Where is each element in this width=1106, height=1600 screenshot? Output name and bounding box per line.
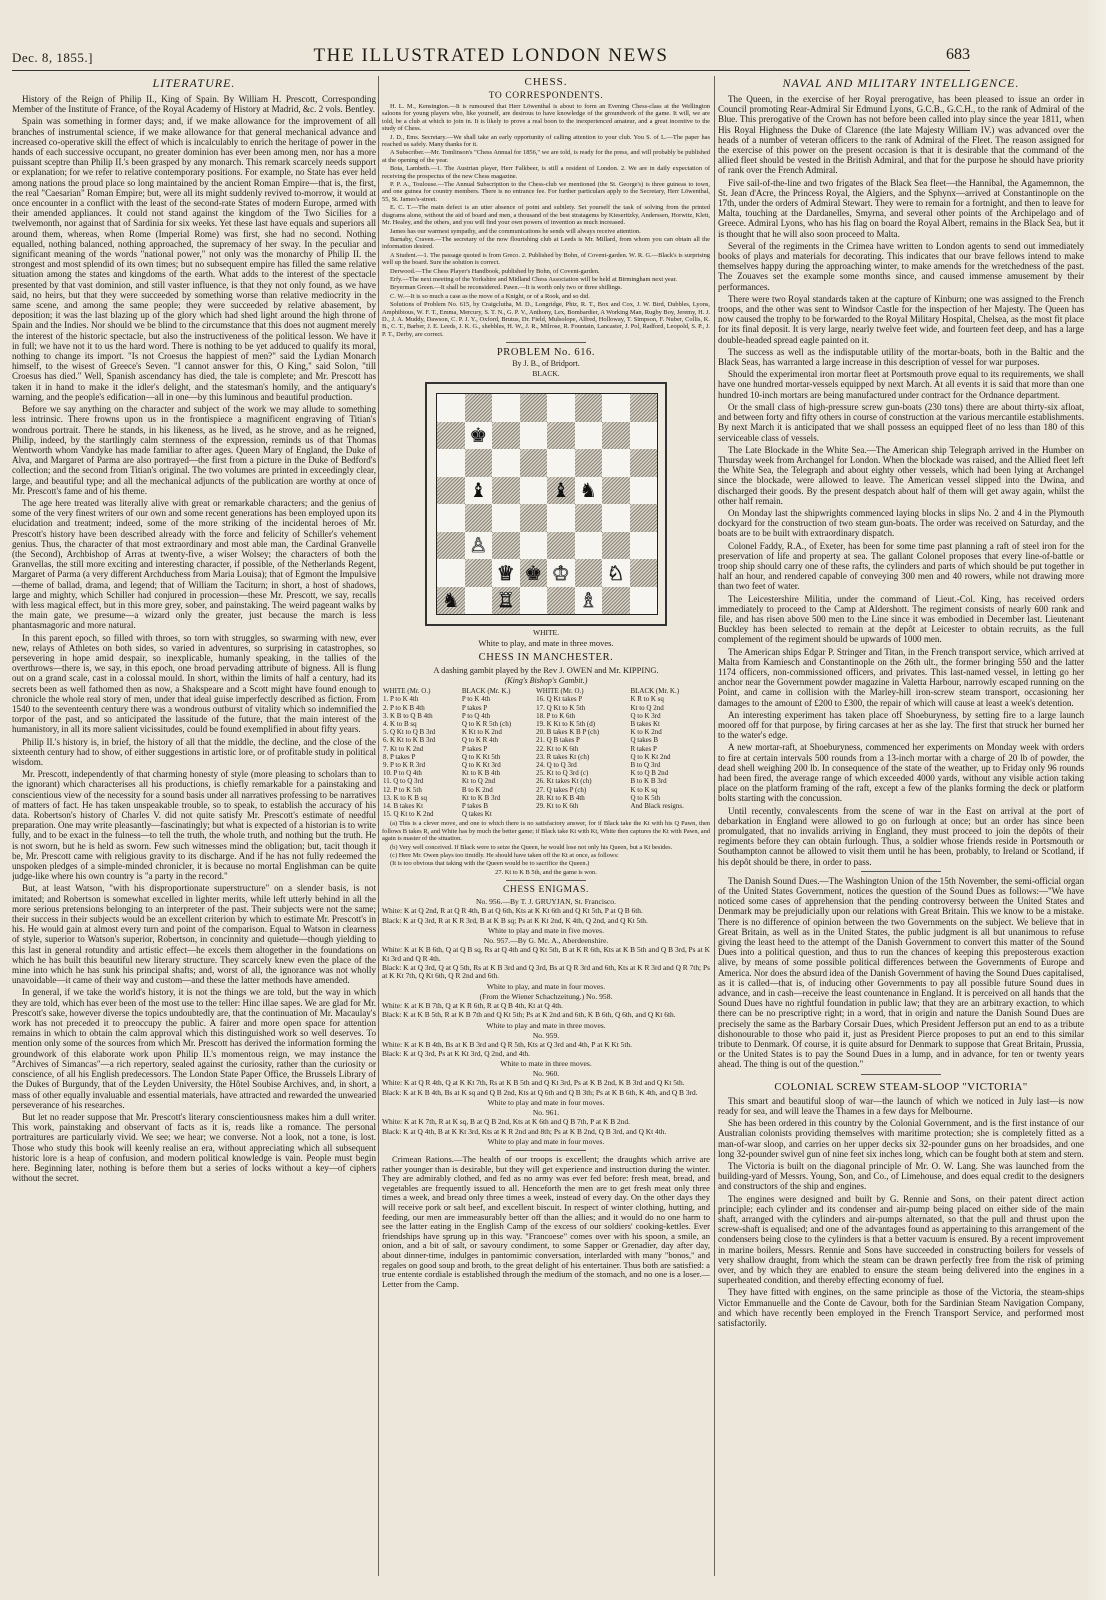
board-square (630, 422, 658, 450)
victoria-paragraph-list (718, 1096, 1084, 1328)
enigma-instruction: White to mate in three moves. (500, 1059, 592, 1069)
correspondents-list (382, 103, 710, 338)
game-score-table (382, 687, 710, 818)
enigma-white-position: White: K at K B 7th, Q at K R 6th, R at Q B 4th, Kt at Q 4th. (382, 1000, 563, 1010)
correspondent-note: Bota, Lambeth.—1. The Austrian player, Herr Falkbeer, is still a resident of London. 2. We are in daily expectation of receiving the prospectus of the new Chess magazine. (382, 165, 710, 180)
board-square (547, 532, 575, 560)
correspondent-note: J. D., Ems. Secretary.—We shall take an early opportunity of calling attention to your club. You S. of L.—The paper has reached us safely. Many thanks for it. (382, 133, 710, 149)
game-move: 11. Q to Q 3rd (383, 777, 424, 786)
page-number: 683 (946, 46, 970, 63)
board-square (465, 559, 493, 587)
game-move: 18. P to K 6th (536, 711, 575, 720)
naval-paragraph: Or the small class of high-pressure screw gun-boats (230 tons) there are about thirty-six afloat, and between forty and fifty others in course of construction at the various mercantile establishments. By next March it is anticipated that we shall possess an equipped fleet of no less than 180 of this serviceable class of vessels. (718, 401, 1084, 443)
board-square (465, 587, 493, 615)
chess-heading: CHESS. (524, 76, 568, 88)
game-move-row (382, 704, 710, 712)
black-knight-icon: ♞ (441, 588, 460, 613)
board-square (520, 559, 548, 587)
game-move: P to K 4th (461, 695, 491, 704)
game-move: Q to K R 4th (461, 736, 499, 745)
black-bishop-icon: ♝ (469, 478, 488, 503)
correspondent-note: A Subscriber.—Mr. Tomlinson's "Chess Annual for 1856," we are told, is ready for the press, and will probably be published at the opening of the year. (382, 149, 710, 164)
black-king-icon: ♚ (469, 423, 488, 448)
section-divider (861, 1074, 941, 1075)
section-divider (506, 1150, 586, 1151)
board-square (520, 587, 548, 615)
board-square (575, 587, 603, 615)
literature-paragraph: But let no reader suppose that Mr. Prescott's literary conscientiousness makes him a dull writer. This work, painstaking and observant of facts as it is, reads like a romance. The personal portraitures are particularly vivid. We see; we hear; we converse. Not a look, not a tone, is lost. Those who study this book will keenly realise an era, without appreciating which all subsequent historic lore is a heap of confusion, and modern political knowledge is vain. People must begin here. Beginning later, nothing is before them but a series of locks without a key—of ciphers without the secret. (12, 1111, 376, 1184)
victoria-paragraph: The Victoria is built on the diagonal principle of Mr. O. W. Lang. She was launched from the building-yard of Messrs. Young, Son, and Co., of Limehouse, and does equal credit to the designers and constructors of the ship and engines. (718, 1160, 1084, 1192)
problem-title: PROBLEM No. 616. (496, 347, 596, 359)
game-move: K to K sq (630, 785, 658, 794)
board-square (547, 504, 575, 532)
black-king-icon: ♚ (524, 560, 543, 585)
game-move: 28. Kt to K B 4th (536, 793, 585, 802)
manchester-intro: A dashing gambit played by the Rev J. OWEN and Mr. KIPPING. (433, 665, 659, 676)
board-square (575, 449, 603, 477)
correspondent-note: C. W.—It is so much a case as the move of a Knight, or of a Rook, and so did. (390, 292, 590, 300)
problem-author: By J. B., of Bridport. (512, 359, 580, 369)
literature-paragraph: The age here treated was literally alive with great or remarkable characters; and the genius of some of the very finest writers of our own and some recent generations has been employed upon its elucidation and treatment; indeed, some of the more striking of the incidental heroes of Mr. Prescott's history have been described already with the force and felicity of Schiller's vehement genius. Thus, the character of that most extraordinary and most able man, the Cardinal Granvelle (the Second), Archbishop of Arras at twenty-five, a wiser Wolsey; the characters of both the Granvellas, the still more exciting and interesting character, if possible, of the Netherlands Regent, Margaret of Parma (a very different Archduchess from Maria Louisa); that of Egmont the Impulsive—theme of ballad, drama, and legend; that of William the Taciturn; in short, a host of shadows, large and mighty, which Schiller had conjured in procession—these Mr. Prescott, we say, recalls with less magical effect, but in this more grey, sober, and painstaking. The weird pageant walks by the main gate, we presume—a wizard only the greater, just because the march is less phantasmagoric and more natural. (12, 497, 376, 631)
black-knight-icon: ♞ (579, 478, 598, 503)
page-margin (1088, 0, 1106, 1600)
game-move: K to K 2nd (630, 728, 662, 737)
literature-paragraph: Philip II.'s history is, in brief, the history of all that the middle, the decline, and the close of the sixteenth century had to show, of either suggestions in artistic lore, or of profitable study in political wisdom. (12, 736, 376, 767)
correspondent-note: Solutions of Problem No. 615, by Craigclutha, M. D., Longridge, Phiz, R. T., Box and Cox, J. W. Bird, Dubbles, Lyons, Amphibious, W. F. T., Emma, Mercury, S. T. N., G. P. V., Anthony, Lex, Bombardier, A Working Man, Rugby Boy, Jeremy, H. J. D., J. A. Muddy, Dawson, C. P. J. Y., Oxford, Brutus, Dr. Field, Mulsolope, Alfred, Holloway, T. Simpson, F. Nuber, Collis, K. B., C. T., Barber, J. E. Leeds, J. K. G., shebbles, H. W., J. R., Milrose, R. Fountain, Lancaster, J. Pol, Radford, Leopold, S. P., J. P. T., Derby, are correct. (382, 301, 710, 338)
game-move: Q to K 3rd (630, 711, 661, 720)
game-move: R takes P (630, 744, 657, 753)
white-pawn-icon: ♙ (469, 533, 488, 558)
board-square (492, 504, 520, 532)
board-square (492, 477, 520, 505)
enigma-instruction: White to play and mate in five moves. (488, 926, 604, 936)
game-move-row (382, 753, 710, 761)
game-move: K Kt to K 2nd (461, 728, 502, 737)
game-note: (c) Here Mr. Owen plays too timidly. He should have taken off the Kt at once, as follows: (390, 852, 619, 860)
board-square (465, 477, 493, 505)
board-square (630, 532, 658, 560)
board-square (630, 477, 658, 505)
game-move: 25. Kt to Q 3rd (c) (536, 769, 589, 778)
game-note: (b) Very well conceived. If Black were to seize the Queen, he would lose not only his Queen, but a Kt besides. (390, 843, 673, 851)
board-square (547, 449, 575, 477)
enigma-black-position: Black: K at Q 3rd, Ps at K Kt 3rd, Q 2nd, and 4th. (382, 1048, 531, 1058)
game-move (535, 810, 629, 818)
chess-diagram (425, 382, 667, 626)
game-move: B to Q 3rd (630, 761, 661, 770)
enigma-white-position: White: K at Q 2nd, R at Q R 4th, B at Q 6th, Kts at K Kt 6th and Q Kt 5th, P at Q B 6th. (382, 906, 643, 916)
game-move: B to K 2nd (461, 785, 493, 794)
board-square (630, 394, 658, 422)
enigma-number: No. 956.—By T. J. GRUYJAN, St. Francisco. (476, 897, 616, 907)
game-move: 26. Kt takes Kt (ch) (536, 777, 592, 786)
enigma-white-position: White: K at Q R 4th, Q at K Kt 7th, Rs at K B 5th and Q Kt 3rd, Ps at K B 2nd, K B 3rd and Q Kt 5th. (382, 1078, 685, 1088)
enigma-white-position: White: K at K 7th, R at K sq, B at Q B 2nd, Kts at K 6th and Q B 7th, P at K B 2nd. (382, 1117, 630, 1127)
white-label: WHITE. (532, 628, 560, 638)
black-label: BLACK. (532, 369, 560, 379)
board-square (602, 394, 630, 422)
board-square (492, 559, 520, 587)
board-square (437, 477, 465, 505)
game-move: 17. Q Kt to K 5th (536, 703, 586, 712)
board-square (465, 394, 493, 422)
board-square (602, 477, 630, 505)
column-header: WHITE (Mr. O.) (536, 687, 584, 696)
board-square (437, 587, 465, 615)
game-move: Q takes Kt (461, 810, 492, 819)
enigma-number: No. 957.—By G. Mc. A., Aberdeenshire. (483, 936, 609, 946)
game-move: And Black resigns. (630, 802, 684, 811)
correspondent-note: P. P. A., Toulouse.—The Annual Subscription to the Chess-club we mentioned (the St. George's) is three guineas to town, and one guinea for country members. There is no entrance fee. For further particulars apply to the Secretary, Herr Löwenthal, 55, St. James's-street. (382, 181, 710, 203)
game-move-row (382, 769, 710, 777)
naval-paragraph: The Leicestershire Militia, under the command of Lieut.-Col. King, has received orders immediately to proceed to the Camp at Aldershott. The regiment consists of nearly 600 rank and file, and has risen above 500 men to the Line since it was embodied in December last. Lieutenant Buckley has been selected to remain at the depôt at Leicester to obtain recruits, as the full complement of the regiment should be upwards of 1000 men. (718, 593, 1084, 645)
game-move: Q to K Kt 3rd (461, 761, 501, 770)
board-square (437, 532, 465, 560)
board-square (465, 422, 493, 450)
game-move: Kt to K B 3rd (461, 793, 501, 802)
game-move: 6. K Kt to K B 3rd (383, 736, 436, 745)
enigma-number: No. 960. (532, 1069, 560, 1079)
game-move-row (382, 728, 710, 736)
board-square (492, 587, 520, 615)
problem-instruction: White to play, and mate in three moves. (478, 638, 614, 649)
board-square (437, 449, 465, 477)
enigma-black-position: Black: K at K B 5th, R at K B 7th and Q Kt 5th; Ps at K 2nd and 6th, K B 6th, Q 6th, and Q Kt 6th. (382, 1010, 676, 1020)
game-move: Q to K R 5th (ch) (461, 720, 512, 728)
danish-sound-dues-paragraph: The Danish Sound Dues.—The Washington Union of the 15th November, the semi-official organ of the United States Government, notices the question of the Sound Dues as follows:—"We have noticed some cases of apprehension that the pending controversy between the United States and Denmark may be prejudicially upon our relations with Great Britain. This we know to be a mistake. There is no difference of opinion between the two Governments on the subject. We believe that in Great Britain, as well as in the United States, the public judgment is all but unanimous to refuse giving the least heed to the attempt of the Danish Government to convert this matter of the Sound Dues into a political question, and thus to run the chances of keeping this preposterous exaction alive, by means of some possible political differences between the Governments of Europe and America. Nor does the absurd idea of the Danish Government of having the Sound Dues capitalised, as it is called—that is, of inducing other Governments to pay all possible future Sound dues in advance, and in cash—receive the least countenance in England. It is perceived on all hands that the Sound Dues have no rightful foundation in public law; that they are an arbitrary exaction, to which there can be no prescriptive right; in a word, that in origin and nature the Danish Sound Dues are precisely the same as the Barbary Corsair Dues, which President Jefferson put an end to as a tribute dishonourable to those who paid it, just as President Pierce proposes to put an end to this similar tribute to Denmark. Of course, it is quite absurd for Denmark to suppose that Great Britain, Prussia, or the United States is to pay the Sound Dues in a lump, and in advance, for ten or twenty years ahead. The thing is out of the question." (718, 875, 1084, 1070)
board-square (437, 559, 465, 587)
white-bishop-icon: ♗ (579, 588, 598, 613)
game-move: Q to K Kt 5th (461, 752, 501, 761)
board-square (437, 422, 465, 450)
game-move: 4. K to B sq (383, 720, 417, 728)
game-move: 23. R takes Kt (ch) (536, 752, 590, 761)
white-king-icon: ♔ (551, 560, 570, 585)
game-move-row (382, 720, 710, 728)
enigma-instruction: White to play and mate in four moves. (487, 1136, 605, 1146)
column-divider (378, 76, 379, 1576)
enigma-number: No. 959. (532, 1030, 560, 1040)
game-move: 15. Q Kt to K 2nd (383, 810, 434, 819)
correspondents-heading: TO CORRESPONDENTS. (488, 91, 604, 101)
game-move: P takes P (461, 703, 488, 712)
game-move: 29. Kt to K 6th (536, 802, 579, 811)
masthead (12, 44, 970, 71)
board-square (520, 504, 548, 532)
naval-paragraph: A new mortar-raft, at Shoeburyness, commenced her experiments on Monday week with orders to fire at certain intervals 500 rounds from a 13-inch mortar with a charge of 20 lb of powder, the dead shell weighing 200 lb. In consequence of the state of the weather, up to Friday only 96 rounds had been fired, the average range of which exceeded 4000 yards, without any visible action taking place on the platform framing of the raft, except a few of the planks forming the deck or platform bolts starting with the concussion. (718, 742, 1084, 804)
game-move: 2. P to K B 4th (383, 703, 425, 712)
game-move: Kt to K B 4th (461, 769, 500, 778)
enigma-list (382, 897, 710, 1146)
board-square (630, 449, 658, 477)
newspaper-title: THE ILLUSTRATED LONDON NEWS (313, 45, 669, 66)
enigma-number: No. 961. (532, 1108, 560, 1118)
naval-paragraph: Should the experimental iron mortar fleet at Portsmouth prove equal to its requirements, we shall have one hundred mortar-vessels equipped by next March. At all events it is said that more than one hundred 10-inch mortars are being manufactured under contract for the Ordnance department. (718, 369, 1084, 400)
game-move-row (382, 810, 710, 818)
naval-paragraph: The Late Blockade in the White Sea.—The American ship Telegraph arrived in the Humber on Thursday week from Archangel for London. When the blockade was raised, and the Allied fleet left the White Sea, the Telegraph and about eighty other vessels, which had been lying at Archangel since the blockade, were allowed to leave. The American vessel slipped into the Dwina, and discharged their goods. By the present despatch about half of them will get away again, whilst the other half remain. (718, 444, 1084, 506)
board-square (602, 449, 630, 477)
enigma-black-position: Black: K at Q 3rd, Q at Q 5th, Rs at K B 3rd and Q 3rd, Bs at Q R 3rd and 6th, Kts at K R 3rd and Q R 7th; Ps at K Kt 7th, Q Kt 6th, Q R 2nd and 6th. (382, 962, 710, 981)
board-square (492, 394, 520, 422)
section-divider (506, 342, 586, 343)
victoria-paragraph: They have fitted with engines, on the same principle as those of the Victoria, the steam-ships Victor Emmanuelle and the Conte de Cavour, both for the Sardinian Steam Navigation Company, and which have recently been employed in the French Transport Service, and performed most satisfactorily. (718, 1287, 1084, 1328)
column-divider (714, 76, 715, 1576)
naval-paragraph: Colonel Faddy, R.A., of Exeter, has been for some time past planning a raft of steel iron for the preservation of life and property at sea. The gallant Colonel proposes that every line-of-battle or troop ship should carry one of these rafts, the cylinders and parts of which should be put together in half an hour, and rendered capable of conveying 300 men and 40 rowers, while not drawing more than two feet of water. (718, 540, 1084, 592)
victoria-title: COLONIAL SCREW STEAM-SLOOP "VICTORIA" (774, 1080, 1028, 1093)
literature-paragraph: Before we say anything on the character and subject of the work we may allude to something less intrinsic. There frowns upon us in the frontispiece a magnificent engraving of Titian's wondrous portrait. There he stands, in his likeness, as he lived, as he strove, and as he reigned, Philip, indeed, by the startlingly calm sternness of the expression, reminds us of that Thomas Wentworth whom Vandyke has made familiar to after ages. Queen Mary of England, the Duke of Alva, and Margaret of Parma are also portrayed—the first from a picture in the Duke of Bedford's collection; and the second from Titian's original. The two volumes are printed in exceedingly clear, large, and beautiful type; and all the mechanical adjuncts of the publication are worthy at once of Mr. Prescott's fame and of his theme. (12, 404, 376, 496)
game-move: 5. Q Kt to Q B 3rd (383, 728, 436, 737)
victoria-paragraph: The engines were designed and built by G. Rennie and Sons, on their patent direct action principle; each cylinder and its condenser and air-pump being placed on either side of the main shaft, arranged with the cylinders and air-pumps alternated, so that the pull and thrust upon the screw-shaft is equalised; and one of the advantages found as appertaining to this arrangement of the condensers being close to the cylinders is that a better vacuum is ensured. By a recent improvement in marine boilers, Messrs. Rennie and Sons have succeeded in constructing boilers for vessels of very shallow draught, from which the steam can be drawn perfectly free from the risk of priming over, and by which they are enabled to ensure the steam being delivered into the engines in a superheated condition, and thereby effecting economy of fuel. (718, 1193, 1084, 1286)
white-queen-icon: ♕ (496, 560, 515, 585)
board-square (575, 394, 603, 422)
board-square (602, 532, 630, 560)
board-square (575, 559, 603, 587)
literature-heading: LITERATURE. (152, 76, 236, 90)
naval-paragraph: The American ships Edgar P. Stringer and Titan, in the French transport service, which arrived at Malta from Kamiesch and Constantinople on the 26th ult., the former bringing 550 and the latter 1174 officers, non-commissioned officers, and privates. This last-named vessel, in letting go her anchor near the Government powder magazine in Valetta Harbour, narrowly escaped running on the Point, and came in collision with the Marley-hill iron-screw steam transport, occasioning her damages to the amount of £200 to £300, the repair of which will cause at least a week's detention. (718, 646, 1084, 708)
naval-paragraph: The Queen, in the exercise of her Royal prerogative, has been pleased to issue an order in Council promoting Rear-Admiral Sir Edmund Lyons, G.C.B., G.C.H., to the rank of Admiral of the Blue. This prerogative of the Crown has not before been called into play since the year 1811, when His Royal Highness the Duke of Clarence (the late Majesty William IV.) was advanced over the heads of a number of veteran officers to the rank of Admiral of the Fleet. The reason assigned for the exercise of this power on the present occasion is that it is desirable that the command of the allied fleet should be vested in the British Admiral, and that for the purpose he should have priority of rank over the French Admiral. (718, 94, 1084, 176)
chess-diagram-frame (425, 382, 667, 626)
board-square (465, 449, 493, 477)
correspondent-note: James has our warmest sympathy, and the communications he sends will always receive attention. (390, 227, 641, 235)
enigma-white-position: White: K at K B 4th, Bs at K B 3rd and Q R 5th, Kts at Q 3rd and 4th, P at K Kt 5th. (382, 1039, 632, 1049)
board-square (630, 504, 658, 532)
naval-column (718, 76, 1084, 1590)
board-square (520, 477, 548, 505)
board-square (630, 559, 658, 587)
game-move: Q to K 5th (630, 793, 661, 802)
enigma-number: (From the Wiener Schachzeitung.) No. 958. (479, 991, 613, 1001)
game-move: K R to K sq (630, 695, 664, 704)
board-square (492, 449, 520, 477)
column-header: BLACK (Mr. K.) (630, 687, 680, 696)
board-square (602, 504, 630, 532)
board-square (575, 532, 603, 560)
enigma-white-position: White: K at K B 6th, Q at Q B sq, Rs at Q 4th and Q Kt 5th, B at K R 6th, Kts at K B 5th and Q B 3rd, Ps at K Kt 3rd and Q R 4th. (382, 945, 710, 963)
board-square (630, 587, 658, 615)
naval-paragraph: Several of the regiments in the Crimea have written to London agents to send out immediately books of plays and materials for decorating. This indicates that our brave fellows intend to make themselves happy during the approaching winter, to make amends for the wretchedness of the past. The Zouaves set the example some months since, and caused immense amusement by their performances. (718, 240, 1084, 292)
game-note: (It is too obvious that taking with the Queen would be to sacrifice the Queen.) (390, 860, 590, 868)
game-move: 24. Q to Q 3rd (536, 761, 577, 770)
game-move: K to Q B 2nd (630, 769, 669, 778)
white-rook-icon: ♖ (496, 588, 515, 613)
game-move-row (382, 712, 710, 720)
game-move: 20. B takes K B P (ch) (536, 728, 600, 737)
enigma-black-position: Black: K at Q 4th, B at K Kt 3rd, Kts at K R 2nd and 8th; Ps at K B 2nd, Q B 3rd, and Q Kt 4th. (382, 1126, 667, 1136)
victoria-paragraph: This smart and beautiful sloop of war—the launch of which we noticed in July last—is now ready for sea, and will leave the Thames in a few days for Melbourne. (718, 1095, 1084, 1116)
game-rows (382, 695, 710, 818)
game-move: 14. B takes Kt (383, 802, 424, 811)
board-square (575, 477, 603, 505)
game-move-row (382, 745, 710, 753)
literature-column (12, 76, 376, 1590)
game-move: 3. K B to Q B 4th (383, 711, 433, 720)
game-move: 12. P to K 5th (383, 785, 422, 794)
game-move: Q to K Kt 2nd (630, 752, 671, 761)
section-divider (506, 880, 586, 881)
game-move: 7. Kt to K 2nd (383, 744, 424, 753)
naval-paragraph-list (718, 94, 1084, 867)
game-move: 8. P takes P (383, 752, 416, 761)
board-square (547, 587, 575, 615)
game-move-row (382, 786, 710, 794)
game-move-row (382, 695, 710, 703)
game-move: 9. P to K R 3rd (383, 761, 426, 770)
game-header-row (382, 687, 710, 695)
chess-board (436, 393, 658, 615)
game-move-row (382, 777, 710, 785)
board-square (492, 532, 520, 560)
board-square (520, 422, 548, 450)
enigma-instruction: White to play and mate in three moves. (486, 1020, 606, 1030)
literature-paragraph: In this parent epoch, so filled with throes, so torn with struggles, so swarming with new, ever new, relays of Athletes on both sides, so varied in adventures, so surprising in catastrophes, so persevering in hope amid despair, so inexplicable, humanly speaking, in the tallies of the overthrows—there is, we say, in this epoch, one broad pervading attribute of bigness. All is flung out on a grand scale, cast in a colossal mould. In short, within the limits of half a century, had its secrets been as well fathomed then as now, a Shakspeare and a Scott might have found enough to chronicle the whole real story of men, under that ideal guise imperfectly described as fiction. From 1540 to the seventeenth century there was a wondrous outburst of vitality which so indemnified the torpor of the past, and so anticipated the lassitude of the future, that the main interest of the humanistory, in all its more salient vicissitudes, could be found exemplified in about fifty years. (12, 632, 376, 735)
game-move: P to Q 4th (461, 711, 491, 720)
game-move: 1. P to K 4th (383, 695, 419, 704)
enigma-black-position: Black: K at K B 4th, Bs at K sq and Q B 2nd, Kts at Q 6th and Q B 3th; Ps at K B 6th, K 4th, and Q B 3rd. (382, 1087, 698, 1097)
enigma-instruction: White to play and mate in four moves. (487, 1098, 605, 1108)
game-move: 21. Q B takes P (536, 736, 580, 745)
section-divider (861, 871, 941, 872)
board-square (437, 504, 465, 532)
board-square (465, 532, 493, 560)
game-move: Kt to Q 2nd (630, 703, 664, 712)
correspondent-note: Bryerman Green.—It shall be reconsidered. Pawn.—It is worth only two or three shillings. (390, 284, 623, 292)
correspondent-note: Erfy.—The next meeting of the Yorkshire and Midland Chess Association will be held at Birmingham next year. (390, 275, 677, 283)
game-move-row (382, 794, 710, 802)
board-square (602, 559, 630, 587)
enigma-black-position: Black: K at Q 3rd, R at K R 3rd, B at K B sq; Ps at K Kt 2nd, K 4th, Q 2nd, and Q Kt 5th. (382, 915, 648, 925)
issue-date: Dec. 8, 1855.] (12, 50, 94, 65)
game-move: Q takes B (630, 736, 659, 745)
victoria-paragraph: She has been ordered in this country by the Colonial Government, and is the first instance of our Australian colonists providing themselves with maritime protection; she is completely fitted as a man-of-war sloop, and carries on her upper decks six 32-pounder guns on her broadsides, and one long 32-pounder swivel gun of nine feet six inches long, which can be fought both at stem and stern. (718, 1118, 1084, 1159)
naval-paragraph: The success as well as the indisputable utility of the mortar-boats, both in the Baltic and the Black Seas, has warranted a large increase in this description of vessel for war purposes. (718, 346, 1084, 368)
chess-column (382, 76, 710, 1516)
board-square (547, 559, 575, 587)
game-note: 27. Kt to K B 5th, and the game is won. (495, 868, 597, 876)
game-move-row (382, 802, 710, 810)
game-notes (382, 820, 710, 876)
game-move: 19. K Kt to K 5th (d) (536, 720, 596, 728)
board-square (547, 422, 575, 450)
game-move: 22. Kt to K 6th (536, 744, 579, 753)
naval-paragraph: On Monday last the shipwrights commenced laying blocks in slips No. 2 and 4 in the Plymouth dockyard for the construction of two steam gun-boats. The order was received on Saturday, and the boats are to be built with extraordinary dispatch. (718, 507, 1084, 539)
naval-heading: NAVAL AND MILITARY INTELLIGENCE. (782, 76, 1020, 90)
game-move: 13. K to K B sq (383, 793, 427, 802)
game-move-row (382, 736, 710, 744)
literature-paragraph: Spain was something in former days; and, if we make allowance for the improvement of all branches of instrumental science, if we make allowance for that general mechanical advance and increased co-operative skill the effect of which is incalculably to enrich the heritage of power in the hands of each successive occupant, no greater dominion has ever been among men, nor has a more puissant sceptre than Philip II.'s been grasped by any monarch. This remark scarcely needs support or explanation; for we refer to relative contemporary positions. For example, no State has ever held among nations the proud place so long maintained by the ancient Roman Empire—that is, the first, the real "Caesarian" Roman Empire; but, were all its might suddenly revived to-morrow, it would at once encounter in a conflict with the least of the second-rate States of modern Europe, armed with their amended appliances. It could not stand against the kingdom of the Two Sicilies for a twelvemonth, nor against that of Sardinia for six weeks. Yet these last have equals and superiors all around them, whereas, when Rome (Imperial Rome) was first, she had no second. Nothing equalled, nothing balanced, nothing approached, the supremacy of her sway. In the peculiar and significant meaning of the words "national power," not only was the monarchy of Philip II. the strongest and most splendid of its own times; but no subsequent empire has filled the same relative situation among the states and kingdoms of the earth. What adds to the interest of the spectacle presented by that vast dominion, and still vaster influence, is that they not only found, as we have said, no heirs, but that they were succeeded by something worse than relative mediocrity in the same scene, and among the same people; they were succeeded by relative abasement, by deposition; it was the last blazing up of the glory which had shed light around the high throne of Spain and the Indies. Nor should we be blind to the circumstance that this does not augment merely the interest of the historic spectacle, but also the instructiveness of the political lesson. We have it in full; we have not it to us the hard word. There is nothing to be yet adduced to qualify its moral, nothing to change its import. "Is not Croesus the happiest of men?" said the Lydian Monarch himself, to the wisest of Greece's Seven. "I cannot answer for this, O King," said Solon, "till Croesus has died." Well, Spanish ascendancy has died, the tale is complete; and Mr. Prescott has taken it in hand to make it the idler's delight, and the statesman's homily, and the antiquary's warning, and the people's edification—all in one—by this luminous and beautiful production. (12, 116, 376, 402)
game-move: Kt to Q 2nd (461, 777, 496, 786)
game-move-row (382, 761, 710, 769)
game-move (629, 810, 710, 818)
white-knight-icon: ♘ (606, 560, 625, 585)
game-move: P takes B (461, 802, 489, 811)
literature-paragraph: History of the Reign of Philip II., King of Spain. By William H. Prescott, Corresponding Member of the Institute of France, of the Royal Academy of History at Madrid, &c. 2 vols. Bentley. (12, 94, 376, 115)
correspondent-note: Barnaby, Craven.—The secretary of the now flourishing club at Leeds is Mr. Millard, from whom you can obtain all the information desired. (382, 235, 710, 251)
enigmas-title: CHESS ENIGMAS. (503, 885, 589, 896)
gambit-name: (King's Bishop's Gambit.) (504, 676, 588, 686)
board-square (575, 422, 603, 450)
correspondent-note: H. L. M., Kensington.—It is rumoured that Herr Löwenthal is about to form an Evening Chess-class at the Wellington saloons for young players who, like yourself, are desirous to have knowledge of the groundwork of the game. It will, we are told, be a club at which to join in. It is likely to prove a real boon to the inexperienced amateur, and a great incentive to the study of Chess. (382, 103, 710, 133)
black-bishop-icon: ♝ (551, 478, 570, 503)
game-move: 16. Q Kt takes P (536, 695, 583, 704)
board-square (602, 587, 630, 615)
board-square (547, 394, 575, 422)
correspondent-note: A Student.—1. The passage quoted is from Greco. 2. Published by Bohn, of Covent-garden. W. R. G.—Black's is surprising well up the board. Sure the solution is correct. (382, 251, 710, 267)
board-square (602, 422, 630, 450)
naval-paragraph: Until recently, convalescents from the scene of war in the East on arrival at the port of debarkation in England were allowed to go on furlough at once; but an order has since been promulgated, that no invalids arriving in England, they must proceed to join the depôts of their regiments before they can obtain furlough. Thus, a soldier whose friends reside in Portsmouth or Southampton cannot be allowed to visit them until he has been, probably, to Ireland or Scotland, if his depôt should be there, in order to pass. (718, 805, 1084, 867)
board-square (520, 532, 548, 560)
board-square (437, 394, 465, 422)
literature-paragraph: Mr. Prescott, independently of that charming honesty of style (more pleasing to scholars than to the ignorant) which characterises all his productions, is chiefly remarkable for a painstaking and conscientious view of the necessity for a sound basis under all narratives professing to be narratives of matters of fact. He has taken unspeakable trouble, so to speak, to establish the accuracy of his data. Robertson's history of Charles V. did not quite satisfy Mr. Prescott's estimate of needful preparation. One may write pleasantly—fascinatingly; but what is expected of a historian is to write fully, and to be exact in the fulness—to tell the truth, the whole truth, and nothing but the truth. He is not sworn, but he is held as sworn. Few such witnesses mind the obligation; but, tacit though it be, Mr. Prescott came with religious gravity to its discharge. And if he has not fully redeemed the unspoken pledges of a simple-minded chronicler, it is because no mortal Englishman can be quite judge-like where his own country is "a party in the record." (12, 769, 376, 882)
column-header: WHITE (Mr. O.) (383, 687, 431, 696)
board-square (492, 422, 520, 450)
board-square (520, 394, 548, 422)
column-header: BLACK (Mr. K.) (461, 687, 511, 696)
literature-paragraph: But, at least Watson, "with his disproportionate superstructure" on a slender basis, is not imitated; and Robertson is somewhat excelled in lighter merits, while left utterly behind in all the more serious pretensions belonging to an interpreter of the past. Their subjects were not the same; their success in their subjects would be an excellent criterion by which to estimate Mr. Prescott's in his. He would gain at almost every turn and point of the comparison. Equal to Watson in clearness of style, superior to Watson's superior, Robertson, in concinnity and quietude—though yielding to this last in general rotundity and artistic effect—he excels them altogether in the foundations on which he has built this beautiful new literary structure. They scarcely knew even the place of the mine into which he has sunk his principal shafts; and, worst of all, the ignorance was not wholly unavoidable—it came of their way and custom—and these the latter methods have amended. (12, 883, 376, 986)
correspondent-note: Derwood.—The Chess Player's Handbook, published by Bohn, of Covent-garden. (390, 267, 600, 275)
board-square (575, 504, 603, 532)
correspondent-note: E. C. T.—The main defect is an utter absence of point and subtlety. Set yourself the task of solving from the printed diagrams alone, without the aid of board and men, a thousand of the best stratagems by Kieseritzky, Anderssen, Horwitz, Klett, Mr. Healey, and the others, and you will find your own powers of invention as much increased. (382, 204, 710, 227)
enigma-instruction: White to play, and mate in four moves. (486, 981, 606, 991)
naval-paragraph: There were two Royal standards taken at the capture of Kinburn; one was assigned to the French troops, and the other was sent to Windsor Castle for the inspection of her Majesty. The Queen has now caused the trophy to be forwarded to the Royal Military Hospital, Chelsea, as the most fit place for its final deposit. It is very large, nearly twelve feet wide, and fourteen feet deep, and has a large double-headed spread eagle painted on it. (718, 293, 1084, 345)
board-square (547, 477, 575, 505)
game-move: 27. Q takes P (ch) (536, 785, 587, 794)
game-move: B to K B 3rd (630, 777, 667, 786)
manchester-title: CHESS IN MANCHESTER. (478, 652, 614, 664)
naval-paragraph: Five sail-of-the-line and two frigates of the Black Sea fleet—the Hannibal, the Agamemnon, the St. Jean d'Acre, the Princess Royal, the Algiers, and the Sphynx—arrived at Constantinople on the 17th, under the orders of Admiral Stewart. They were to remain for a fortnight, and then to leave for Malta, touching at the Dardanelles, Smyrna, and several other points of the Archipelago and of Greece. Admiral Lyons, who has his flag on board the Royal Albert, remains in the Black Sea, but it is thought that he will also soon proceed to Malta. (718, 177, 1084, 239)
crimean-rations-paragraph: Crimean Rations.—The health of our troops is excellent; the draughts which arrive are rather younger than is desirable, but they will get experience and instruction during the winter. They are admirably clothed, and fed as no army was ever fed before: fresh meat, bread, and vegetables are frequently issued to all. Henceforth the men are to get fresh meat only three times a week, and bread only three times a week, instead of every day. On the other days they will receive pork or salt beef, and excellent biscuit. In respect of winter clothing, hutting, and feeding, our men are immeasurably better off than the allies; and it would do no one harm to see the latter eating in the English Camp of the excess of our soldiers' cooking-kettles. Ever friendships have sprung up in this way. "Francoese" comes over with his spoon, a smile, an onion, and a bit of salt, or savoury condiment, to some Sapper or Grenadier, day after day, about dinner-time, indulges in pantomimic conversation, interlarded with many "bonos," and regales on good soup and broth, to the great delight of his entertainer. Thus both are satisfied: a true entente cordiale is established through the medium of the stomach, and no one is a loser.—Letter from the Camp. (382, 1153, 710, 1289)
game-note: (a) This is a clever move, and one to which there is no satisfactory answer, for if Black take the Kt with his Q Pawn, then follows B takes R, and White has by much the better game; if Black take Kt with Kt, White then captures the Kt with Pawn, and again is master of the situation. (382, 820, 710, 843)
literature-paragraph: In general, if we take the world's history, it is not the things we are told, but the way in which they are told, which has ever been of the most use to the teller: Hinc illae sapes. We are glad for Mr. Prescott's sake, however diverse the topics undoubtedly are, that the continuation of Mr. Macaulay's work has not preceded it to preoccupy the public. A fairer and more open space for attention remains in which to obtain the calm approval which this distinguished work so well deserves. To mention only some of the sources from which Mr. Prescott has derived the information forming the groundwork of this elaborate work upon Philip II.'s momentous reign, we may instance the "Archives of Simancas"—a rich repertory, sealed against the curiosity, rather than the curiosity or conscience, of all his English predecessors. The London State Paper Office, the Brussels Library of the Dukes of Burgundy, that of the Leyden University, the Hôtel Soubise Archives, and, in short, a mass of other equally invaluable and essential materials, have attracted and rewarded the unwearied perseverance of his researches. (12, 987, 376, 1110)
board-square (520, 449, 548, 477)
game-move: 10. P to Q 4th (383, 769, 422, 778)
naval-paragraph: An interesting experiment has taken place off Shoeburyness, by setting fire to a large launch moored off for that purpose, by firing carcases at her as she lay. The first that struck her burned her to the water's edge. (718, 709, 1084, 741)
board-square (465, 504, 493, 532)
game-move: P takes P (461, 744, 488, 753)
game-move: B takes Kt (630, 720, 660, 728)
